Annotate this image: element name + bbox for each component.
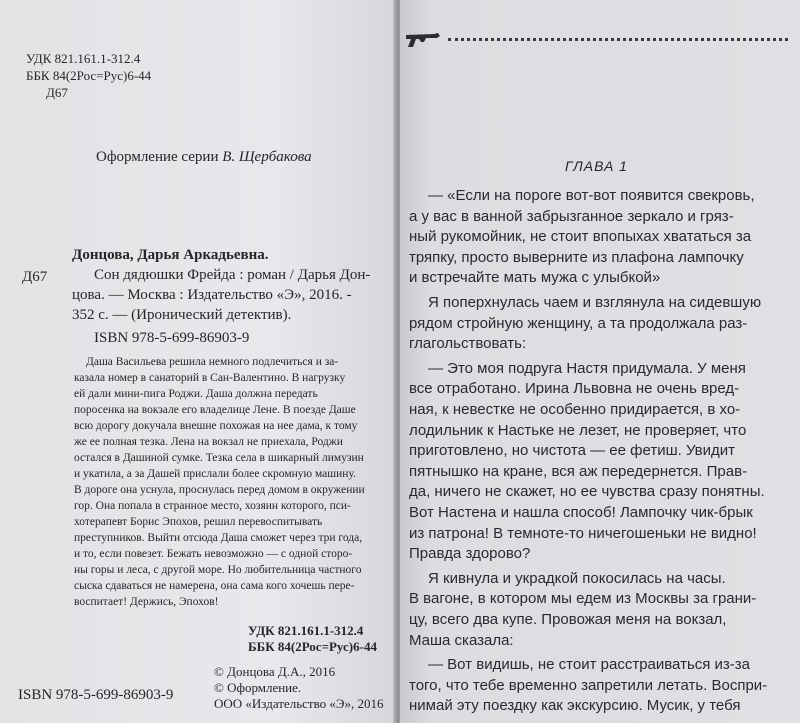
body-line: да, ничего не скажет, но ее чувства сразу понятны. (409, 483, 765, 501)
body-line: рядом стройную женщину, а та продолжала раз- (409, 314, 748, 332)
udk-code: УДК 821.161.1-312.4 (26, 51, 141, 66)
body-line: лодильник к Настьке не лезет, не проверяет, что (409, 421, 747, 439)
body-line: Вот Настена и нашла способ! Лампочку чик-брык (409, 504, 753, 521)
body-line: глагольствовать: (409, 335, 527, 353)
index-code: Д67 (22, 269, 48, 285)
body-line: — Вот видишь, не стоит расстраиваться из-за (428, 656, 751, 674)
design-credit-name: В. Щербакова (222, 149, 312, 165)
design-credit-prefix: Оформление серии (96, 149, 219, 165)
record-line-2: цова. — Москва : Издательство «Э», 2016. - (72, 287, 352, 303)
annotation-line: преступников. Выйти отсюда Даша сможет через три года, (74, 532, 363, 544)
annotation-line: поросенка на вокзале его владелице Лене. В поезде Даше (74, 404, 356, 416)
body-line: Маша сказала: (409, 631, 514, 649)
bbk-code-bottom: ББК 84(2Рос=Рус)6-44 (248, 639, 377, 654)
record-line-1: Сон дядюшки Фрейда : роман / Дарья Дон- (94, 267, 371, 283)
annotation-line: остался в Дашиной сумке. Тезка села в шикарный лимузин (74, 452, 364, 464)
isbn-bottom: ISBN 978-5-699-86903-9 (18, 687, 174, 703)
body-line: а у вас в ванной забрызганное зеркало и гряз- (409, 207, 734, 225)
body-line: тряпку, просто выверните из плафона лампочку (409, 248, 744, 266)
annotation-line: и то, если повезет. Бежать невозможно — с одной сторо- (74, 548, 353, 560)
body-line: ная, к невестке не особенно придирается, в хо- (409, 401, 741, 418)
author-heading: Донцова, Дарья Аркадьевна. (72, 247, 269, 263)
annotation-line: гор. Она попала в странное место, хозяин которого, пси- (74, 500, 351, 512)
body-line: Я поперхнулась чаем и взглянула на сидевшую (428, 294, 762, 311)
design-credit (96, 148, 312, 166)
annotation-line: всю дорогу докучала внешне похожая на нее дама, к тому (74, 420, 358, 432)
bbk-code: ББК 84(2Рос=Рус)6-44 (26, 68, 152, 83)
annotation-line: ей дали мини-пига Роджи. Даша должна передать (74, 388, 318, 400)
body-line: и встречайте мать мужа с улыбкой» (409, 269, 661, 287)
body-line: Я кивнула и украдкой покосилась на часы. (428, 569, 726, 587)
isbn: ISBN 978-5-699-86903-9 (94, 330, 250, 346)
annotation-line: В дороге она уснула, проснулась перед домом в окружении (74, 484, 365, 496)
header-dotted-rule (448, 38, 788, 41)
annotation-line: хотерапевт Борис Эпохов, решил перевоспитывать (74, 516, 323, 528)
body-line: — Это моя подруга Настя придумала. У меня (428, 359, 746, 377)
copyright-line: © Донцова Д.А., 2016 (214, 664, 336, 679)
body-line: приготовлено, но чистота — ее фетиш. Увидит (409, 442, 735, 460)
left-page (0, 0, 396, 723)
annotation-line: же ее полная тезка. Лена на вокзал не приехала, Роджи (74, 436, 343, 448)
body-line: цу, всего два купе. Провожая меня на вокзал, (409, 611, 727, 628)
revolver-icon (404, 30, 444, 50)
annotation-line: и укатила, а за Дашей прислали более скромную машину. (74, 468, 356, 480)
chapter-title: ГЛАВА 1 (565, 158, 628, 174)
body-line: из патрона! В темноте-то ничегошеньки не видно! (409, 524, 757, 542)
annotation-line: Даша Васильева решила немного подлечиться и за- (86, 356, 339, 368)
body-line: пятнышко на кране, вся аж передернется. Прав- (409, 462, 748, 480)
copyright-line: ООО «Издательство «Э», 2016 (214, 696, 384, 711)
annotation-line: воспитает! Держись, Эпохов! (74, 596, 219, 608)
body-line: того, что тебе временно запретили летать. Воспри- (409, 676, 768, 694)
body-line: Правда здорово? (409, 545, 531, 563)
annotation-line: ны горы и леса, с другой море. Но любительница частного (74, 564, 362, 576)
record-line-3: 352 с. — (Иронический детектив). (72, 307, 292, 323)
body-line: нимай эту поездку как экскурсию. Мусик, у тебя (409, 697, 741, 715)
annotation-line: сыска сдаваться не намерена, она сама кого хочешь пере- (74, 580, 355, 592)
body-line: все отработано. Ирина Львовна не очень вред- (409, 380, 740, 398)
body-line: ный рукомойник, не стоит впопыхах хвататься за (409, 228, 752, 246)
annotation-line: казала номер в санаторий в Сан-Валентино. В нагрузку (74, 372, 346, 384)
udk-code-bottom: УДК 821.161.1-312.4 (248, 623, 364, 638)
body-line: — «Если на пороге вот-вот появится свекровь, (428, 187, 755, 204)
body-line: В вагоне, в котором мы едем из Москвы за грани- (409, 590, 757, 608)
copyright-line: © Оформление. (214, 680, 302, 695)
author-mark: Д67 (46, 85, 68, 100)
